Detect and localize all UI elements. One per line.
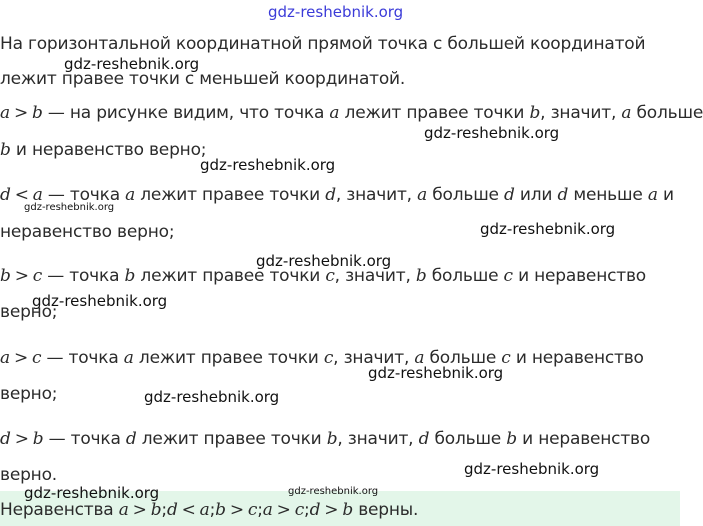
var: d bbox=[504, 185, 515, 205]
text: лежит правее точки bbox=[339, 103, 530, 123]
text: Неравенства bbox=[0, 500, 119, 520]
item-2-line-1 bbox=[0, 185, 674, 205]
var: c bbox=[31, 348, 42, 368]
var: d bbox=[309, 500, 321, 520]
var: a bbox=[118, 500, 129, 520]
operator: > bbox=[14, 266, 29, 286]
item-2-line-2: неравенство верно; bbox=[0, 222, 175, 242]
watermark: gdz-reshebnik.org bbox=[64, 55, 200, 73]
text: — точка bbox=[43, 429, 126, 449]
var: b bbox=[150, 500, 162, 520]
var: a bbox=[125, 185, 136, 205]
item-5-line-2: верно. bbox=[0, 465, 57, 485]
var: a bbox=[417, 185, 428, 205]
watermark: gdz-reshebnik.org bbox=[200, 156, 336, 174]
var: b bbox=[0, 140, 11, 160]
item-1-line-1 bbox=[0, 103, 703, 123]
watermark: gdz-reshebnik.org bbox=[32, 292, 168, 310]
var: a bbox=[0, 103, 10, 123]
var: a bbox=[0, 348, 10, 368]
var: d bbox=[0, 185, 11, 205]
text: меньше bbox=[568, 185, 648, 205]
var: a bbox=[199, 500, 210, 520]
text: — точка bbox=[41, 348, 124, 368]
var: a bbox=[329, 103, 340, 123]
text: лежит правее точки bbox=[136, 429, 327, 449]
operator: > bbox=[324, 500, 339, 520]
item-4-line-1 bbox=[0, 348, 644, 368]
text: больше bbox=[424, 348, 502, 368]
text: , значит, bbox=[540, 103, 622, 123]
operator: < bbox=[14, 185, 29, 205]
var: b bbox=[32, 429, 44, 449]
var: b bbox=[342, 500, 353, 520]
var: b bbox=[326, 429, 338, 449]
var: c bbox=[325, 266, 335, 286]
var: b bbox=[124, 266, 136, 286]
text: больше bbox=[429, 429, 507, 449]
text: и неравенство bbox=[510, 348, 644, 368]
var: c bbox=[294, 500, 305, 520]
separator: ; bbox=[209, 500, 216, 520]
var: c bbox=[501, 348, 511, 368]
text: и bbox=[657, 185, 674, 205]
operator: < bbox=[181, 500, 196, 520]
item-4-line-2: верно; bbox=[0, 384, 58, 404]
separator: ; bbox=[257, 500, 263, 520]
var: c bbox=[503, 266, 513, 286]
var: b bbox=[506, 429, 517, 449]
answer-line bbox=[0, 500, 418, 520]
var: b bbox=[529, 103, 541, 123]
var: d bbox=[166, 500, 178, 520]
item-3-line-2: верно; bbox=[0, 302, 58, 322]
separator: ; bbox=[304, 500, 310, 520]
var: a bbox=[414, 348, 425, 368]
intro-line-2: лежит правее точки с меньшей координатой. bbox=[0, 69, 406, 89]
watermark: gdz-reshebnik.org bbox=[144, 388, 280, 406]
text: и неравенство верно; bbox=[10, 140, 207, 160]
operator: > bbox=[276, 500, 291, 520]
var: a bbox=[621, 103, 632, 123]
var: c bbox=[323, 348, 334, 368]
var: d bbox=[418, 429, 430, 449]
var: a bbox=[647, 185, 658, 205]
item-3-line-1 bbox=[0, 266, 646, 286]
var: a bbox=[32, 185, 43, 205]
var: c bbox=[247, 500, 258, 520]
watermark: gdz-reshebnik.org bbox=[464, 460, 600, 478]
var: b bbox=[0, 266, 11, 286]
var: a bbox=[123, 348, 134, 368]
operator: > bbox=[229, 500, 244, 520]
text: — точка bbox=[42, 266, 125, 286]
text: или bbox=[514, 185, 558, 205]
var: d bbox=[557, 185, 569, 205]
text: лежит правее точки bbox=[133, 348, 324, 368]
item-5-line-1 bbox=[0, 429, 650, 449]
text: , значит, bbox=[334, 266, 416, 286]
operator: > bbox=[132, 500, 147, 520]
text: больше bbox=[426, 266, 504, 286]
watermark: gdz-reshebnik.org bbox=[256, 252, 392, 270]
operator: > bbox=[13, 103, 28, 123]
watermark: gdz-reshebnik.org bbox=[368, 364, 504, 382]
item-1-line-2 bbox=[0, 140, 206, 160]
var: b bbox=[215, 500, 226, 520]
text: , значит, bbox=[333, 348, 415, 368]
var: b bbox=[415, 266, 427, 286]
intro-line-1: На горизонтальной координатной прямой точка с большей координатой bbox=[0, 34, 646, 54]
text: больше bbox=[631, 103, 703, 123]
var: d bbox=[125, 429, 137, 449]
text: — на рисунке видим, что точка bbox=[42, 103, 330, 123]
text: больше bbox=[427, 185, 505, 205]
var: a bbox=[262, 500, 273, 520]
text: и неравенство bbox=[516, 429, 651, 449]
operator: > bbox=[13, 348, 28, 368]
text: и неравенство bbox=[512, 266, 646, 286]
text: лежит правее точки bbox=[135, 266, 326, 286]
var: d bbox=[325, 185, 336, 205]
watermark: gdz-reshebnik.org bbox=[424, 124, 560, 142]
watermark: gdz-reshebnik.org bbox=[480, 220, 616, 238]
var: b bbox=[31, 103, 43, 123]
text: лежит правее точки bbox=[135, 185, 326, 205]
var: d bbox=[0, 429, 11, 449]
text: верны. bbox=[353, 500, 419, 520]
watermark: gdz-reshebnik.org bbox=[288, 486, 379, 497]
operator: > bbox=[14, 429, 29, 449]
watermark: gdz-reshebnik.org bbox=[24, 202, 115, 213]
text: , значит, bbox=[335, 185, 418, 205]
text: — точка bbox=[42, 185, 126, 205]
separator: ; bbox=[161, 500, 167, 520]
text: , значит, bbox=[337, 429, 419, 449]
watermark: gdz-reshebnik.org bbox=[24, 484, 160, 502]
var: c bbox=[32, 266, 43, 286]
watermark: gdz-reshebnik.org bbox=[268, 3, 404, 21]
